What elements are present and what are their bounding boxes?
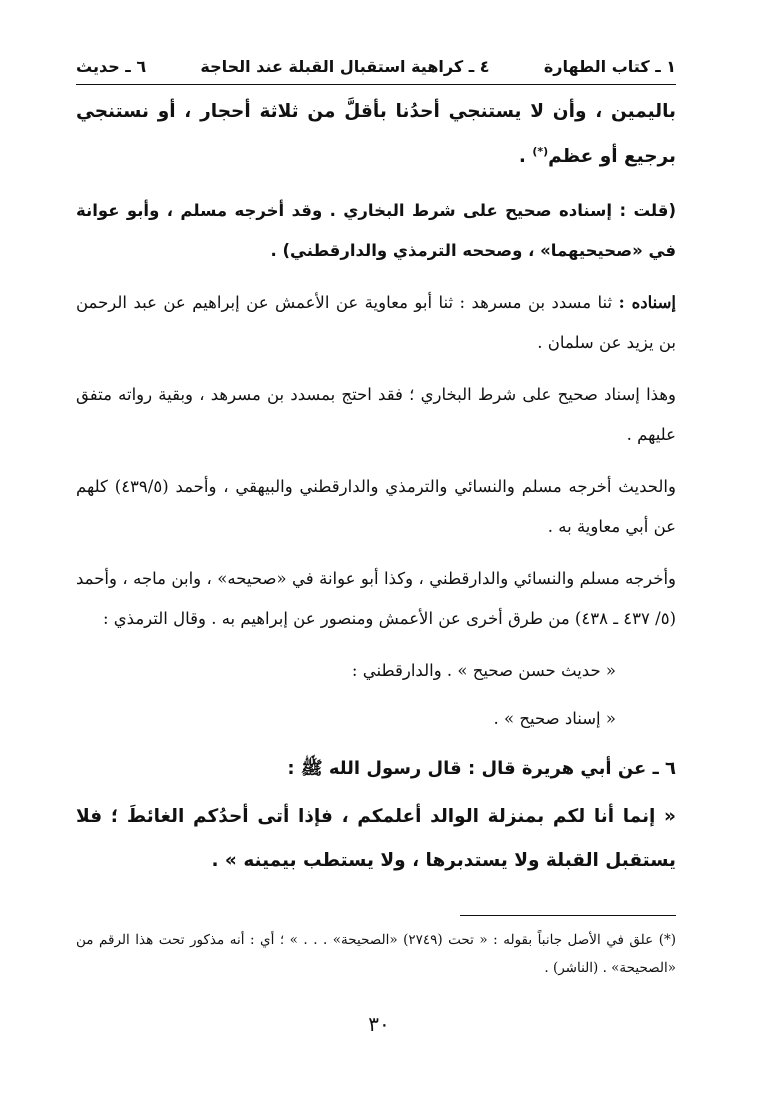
- lead-text: باليمين ، وأن لا يستنجي أحدُنا بأقلَّ من ثلاثة أحجار ، أو نستنجي برجيع أو عظم: [76, 101, 676, 168]
- daraqutni-quote: « إسناد صحيح » .: [493, 709, 616, 729]
- isnad-text: ثنا مسدد بن مسرهد : ثنا أبو معاوية عن الأعمش عن إبراهيم عن عبد الرحمن بن يزيد عن سلمان .: [76, 293, 676, 353]
- footnote-marker: (*): [532, 145, 549, 158]
- tirmidhi-quote: « حديث حسن صحيح » . والدارقطني :: [351, 661, 616, 681]
- isnad-paragraph: [76, 283, 676, 363]
- footnote-rule: [460, 915, 676, 916]
- lead-paragraph: [76, 92, 676, 177]
- page-number: ٣٠: [368, 1012, 390, 1036]
- lead-end: .: [518, 146, 533, 168]
- sahih-paragraph: وهذا إسناد صحيح على شرط البخاري ؛ فقد احتج بمسدد بن مسرهد ، وبقية رواته متفق عليهم .: [76, 385, 676, 445]
- hadith-heading: ٦ ـ عن أبي هريرة قال : قال رسول الله ﷺ :: [287, 758, 676, 780]
- body-text: [76, 92, 676, 883]
- running-header: [76, 52, 676, 80]
- editor-note-paragraph: (قلت : إسناده صحيح على شرط البخاري . وقد أخرجه مسلم ، وأبو عوانة في «صحيحيهما» ، وصححه الترمذي والدارقطني) .: [76, 201, 676, 261]
- header-book-title: ١ ـ كتاب الطهارة: [543, 56, 676, 76]
- footnote: (*) علق في الأصل جانباً بقوله : « تحت (٢٧٤٩) «الصحيحة» . . . » ؛ أي : أنه مذكور تحت هذا الرقم من «الصحيحة» . (الناشر) .: [76, 932, 676, 976]
- header-hadith-count: ٦ ـ حديث: [76, 56, 147, 76]
- isnad-label: إسناده :: [618, 293, 676, 313]
- takhrij2-paragraph: وأخرجه مسلم والنسائي والدارقطني ، وكذا أبو عوانة في «صحيحه» ، وابن ماجه ، وأحمد (٥/ ٤٣٧ ـ ٤٣٨) من طرق أخرى عن الأعمش ومنصور عن إبراهيم به . وقال الترمذي :: [76, 569, 676, 629]
- hadith-text: « إنما أنا لكم بمنزلة الوالد أعلمكم ، فإذا أتى أحدُكم الغائطَ ؛ فلا يستقبل القبلة ولا يستدبرها ، ولا يستطب بيمينه » .: [76, 806, 676, 872]
- header-rule: [76, 84, 676, 85]
- takhrij-paragraph: والحديث أخرجه مسلم والنسائي والترمذي والدارقطني والبيهقي ، وأحمد (٤٣٩/٥) كلهم عن أبي معاوية به .: [76, 477, 676, 537]
- header-chapter-title: ٤ ـ كراهية استقبال القبلة عند الحاجة: [200, 56, 490, 76]
